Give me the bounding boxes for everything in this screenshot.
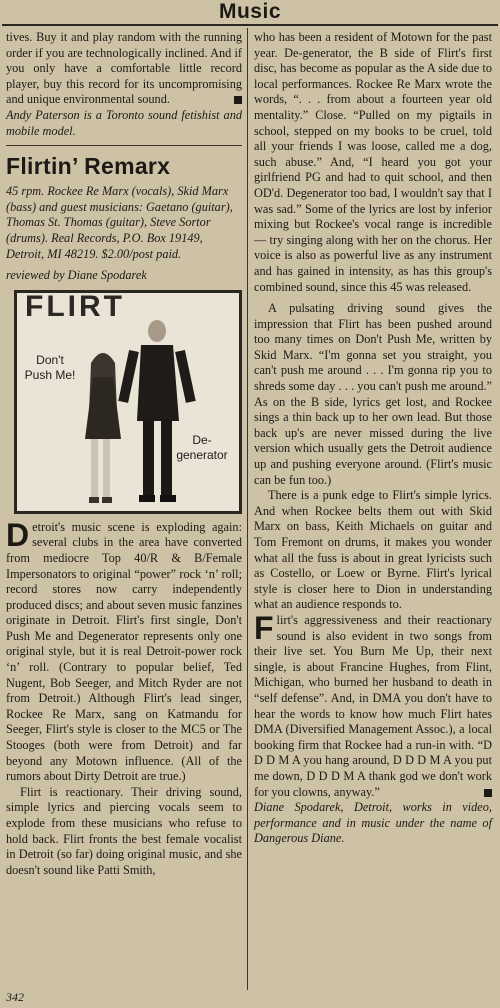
album-cover-image: [14, 290, 242, 514]
section-header: [2, 0, 498, 26]
drop-cap: F: [254, 609, 274, 646]
page-number: 342: [6, 990, 24, 1004]
cover-side-b-title: De-generator: [176, 432, 228, 462]
section-rule: [6, 145, 242, 146]
band-photo-illustration: [17, 289, 239, 511]
cover-logo: FLIRT: [25, 289, 125, 323]
previous-review-bio: Andy Paterson is a Toronto sound fetishist and mobile model.: [6, 107, 242, 138]
right-column: [254, 30, 492, 847]
section-title: Music: [218, 0, 281, 23]
previous-review-tail: tives. Buy it and play random with the running order if you are technologically inclined. And if you only have a comfortable little record player, buy this record for its uncompromising and unique environmental sound.: [6, 30, 242, 107]
end-mark-icon: [234, 96, 242, 104]
reviewer-bio: Diane Spodarek, Detroit, works in video, performance and in music under the name of Dangerous Diane.: [254, 800, 492, 846]
review-paragraph-2: Flirt is reactionary. Their driving sound, simple lyrics and piercing vocals seem to explode from these musicians who refuse to hold back. Flirt fronts the best female vocalist in Detroit (so far) doing original music, and she doesn't sound like Patti Smith,: [6, 784, 242, 877]
end-mark-icon: [484, 789, 492, 797]
record-credits: 45 rpm. Rockee Re Marx (vocals), Skid Marx (bass) and guest musicians: Gaetano (guitar), Thomas St. Thomas (guitar), Steve Sortor (drums). Real Records, P.O. Box 19149, Detroit, MI 48219. $2.00/post paid.: [6, 184, 233, 261]
cover-side-a-title: Don't Push Me!: [24, 352, 76, 382]
review-paragraph-5: There is a punk edge to Flirt's simple lyrics. And when Rockee belts them out with Skid Marx on bass, Keith Michaels on guitar and Tom Fremont on drums, it makes you wonder what all the fuss is about in great lyricists such as Costello, or Loew or Byrne. Flirt's lyrical style is closer here to Dion in understanding what an audience responds to.: [254, 488, 492, 612]
drop-cap: D: [6, 516, 30, 553]
left-column: [6, 30, 242, 878]
review-paragraph-3: who has been a resident of Motown for the past year. De-generator, the B side of Flirt's first disc, has become as popular as the A side due to local performances. Rockee Re Marx wrote the words, “. . . from about a fourteen year old mentality.” Close. “Pulled on my pigtails in school, stepped on my books to be cruel, told all your friends I was loose, called me a dog, such abuse.” And, “I heard you got your girlfriend PG and had to quit school, and then OD'd. Degenerator too bad, I wouldn't say that I was sad.” Some of the lyrics are lost by inferior mixing but Rockee's vocal range is incredible — try singing along with her on the chorus. Her voice is also as powerful live as any instrument and has gained in intensity, as has this group's combined sound, since this 45 was released.: [254, 30, 492, 294]
review-paragraph-4: A pulsating driving sound gives the impression that Flirt has been pushed around too many times on Don't Push Me, written by Skid Marx. “I'm gonna set you straight, you can't push me around . . . I'm gonna rip you to shreds some day . . . you can't push me around.” As on the B side, lyrics get lost, and Rockee sings a thin back up to her own lead. But those back up's are never missed during the live version which usually gets the Detroit audience up and pushing everyone around. (Flirt's music can be fun too.): [254, 301, 492, 487]
column-divider: [247, 28, 248, 990]
review-paragraph-6: Flirt's aggressiveness and their reactionary sound is also evident in two songs from their live set. You Burn Me Up, their next single, is about Francine Hughes, from Flint, Michigan, who burned her husband to death in “self defense”. And, in DMA you don't have to hear the words to know how much Flirt hates DMA (Diversified Management Assoc.), a local booking firm that Rockee had a run-in with. “D D D M A you hang around, D D D M A you put me down, D D D M A thank god we don't work for you clowns, anyway.”: [254, 609, 492, 799]
review-byline: reviewed by Diane Spodarek: [6, 268, 147, 283]
review-paragraph-1: Detroit's music scene is exploding again: several clubs in the area have converted from mediocre Top 40/R & B/Female Impersonators to original “power” rock ‘n’ roll; record stores now carry independently produced discs; and about seven music fanzines originate in Detroit. Flirt's first single, Don't Push Me and Degenerator represents only one original style, but it is real Detroit-power rock ‘n’ roll. (Contrary to popular belief, Ted Nugent, Bob Seeger, and Mitch Ryder are not from Detroit.) Although Flirt's lead singer, Rockee Re Marx, sang on Katmandu for Seeger, Flirt's style is closer to the MC5 or The Stooges (both were from Detroit) and far beyond any Motown influence. (All of the rumors about Dirty Detroit are true.): [6, 516, 242, 784]
review-title: Flirtin’ Remarx: [6, 153, 171, 180]
